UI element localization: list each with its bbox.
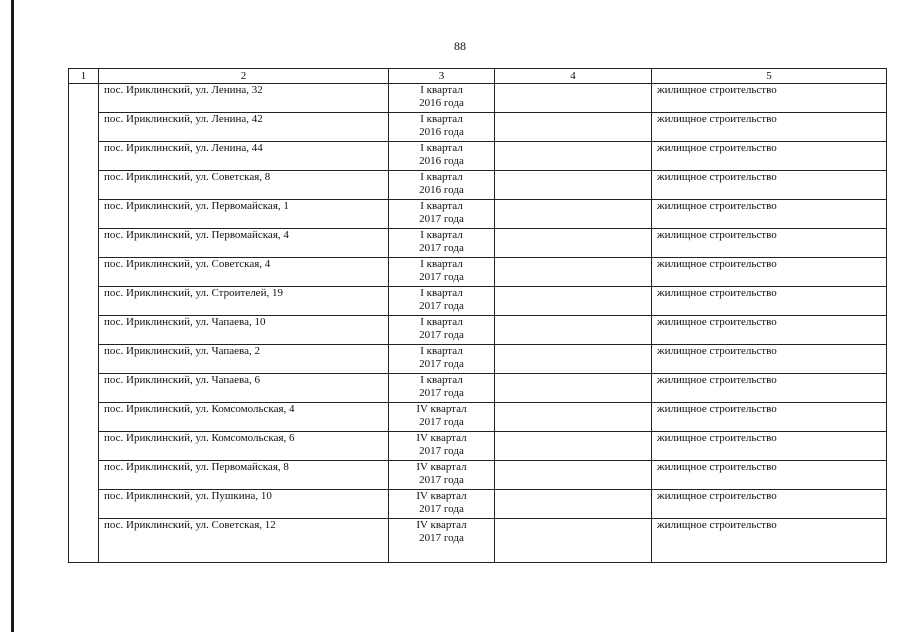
table-row bbox=[69, 374, 887, 403]
scan-border-line bbox=[11, 0, 14, 632]
term-year: 2017 года bbox=[419, 329, 464, 341]
address-cell: пос. Ириклинский, ул. Ленина, 44 bbox=[99, 142, 389, 171]
address-cell: пос. Ириклинский, ул. Пушкина, 10 bbox=[99, 490, 389, 519]
term-year: 2017 года bbox=[419, 532, 464, 544]
term-year: 2017 года bbox=[419, 242, 464, 254]
term-cell bbox=[389, 316, 495, 345]
term-quarter: I квартал bbox=[420, 316, 463, 328]
purpose-cell: жилищное строительство bbox=[652, 171, 887, 200]
term-quarter: IV квартал bbox=[416, 432, 467, 444]
address-cell: пос. Ириклинский, ул. Комсомольская, 4 bbox=[99, 403, 389, 432]
term-quarter: I квартал bbox=[420, 200, 463, 212]
column-4-cell bbox=[495, 519, 652, 563]
term-year: 2016 года bbox=[419, 126, 464, 138]
purpose-cell: жилищное строительство bbox=[652, 461, 887, 490]
purpose-cell: жилищное строительство bbox=[652, 229, 887, 258]
term-quarter: IV квартал bbox=[416, 519, 467, 531]
purpose-cell: жилищное строительство bbox=[652, 432, 887, 461]
column-4-cell bbox=[495, 258, 652, 287]
term-year: 2016 года bbox=[419, 97, 464, 109]
column-header-5: 5 bbox=[652, 69, 887, 84]
term-cell bbox=[389, 113, 495, 142]
term-cell bbox=[389, 171, 495, 200]
purpose-cell: жилищное строительство bbox=[652, 519, 887, 563]
term-cell bbox=[389, 345, 495, 374]
column-4-cell bbox=[495, 461, 652, 490]
row-number-cell bbox=[69, 84, 99, 563]
table-row bbox=[69, 461, 887, 490]
purpose-cell: жилищное строительство bbox=[652, 316, 887, 345]
purpose-cell: жилищное строительство bbox=[652, 403, 887, 432]
table-row bbox=[69, 316, 887, 345]
column-4-cell bbox=[495, 142, 652, 171]
address-cell: пос. Ириклинский, ул. Ленина, 32 bbox=[99, 84, 389, 113]
term-cell bbox=[389, 374, 495, 403]
column-header-2: 2 bbox=[99, 69, 389, 84]
term-year: 2017 года bbox=[419, 358, 464, 370]
column-4-cell bbox=[495, 200, 652, 229]
term-cell bbox=[389, 432, 495, 461]
term-cell bbox=[389, 258, 495, 287]
term-quarter: I квартал bbox=[420, 229, 463, 241]
term-year: 2017 года bbox=[419, 271, 464, 283]
purpose-cell: жилищное строительство bbox=[652, 84, 887, 113]
column-4-cell bbox=[495, 113, 652, 142]
term-quarter: I квартал bbox=[420, 345, 463, 357]
column-4-cell bbox=[495, 432, 652, 461]
column-4-cell bbox=[495, 345, 652, 374]
term-cell bbox=[389, 519, 495, 563]
address-cell: пос. Ириклинский, ул. Первомайская, 1 bbox=[99, 200, 389, 229]
column-4-cell bbox=[495, 287, 652, 316]
term-quarter: I квартал bbox=[420, 84, 463, 96]
table-row bbox=[69, 258, 887, 287]
purpose-cell: жилищное строительство bbox=[652, 200, 887, 229]
term-year: 2016 года bbox=[419, 155, 464, 167]
term-year: 2017 года bbox=[419, 416, 464, 428]
address-cell: пос. Ириклинский, ул. Советская, 4 bbox=[99, 258, 389, 287]
term-year: 2017 года bbox=[419, 300, 464, 312]
purpose-cell: жилищное строительство bbox=[652, 287, 887, 316]
term-cell bbox=[389, 287, 495, 316]
purpose-cell: жилищное строительство bbox=[652, 490, 887, 519]
purpose-cell: жилищное строительство bbox=[652, 113, 887, 142]
table-body bbox=[69, 84, 887, 563]
purpose-cell: жилищное строительство bbox=[652, 258, 887, 287]
term-quarter: IV квартал bbox=[416, 490, 467, 502]
term-cell bbox=[389, 229, 495, 258]
address-cell: пос. Ириклинский, ул. Ленина, 42 bbox=[99, 113, 389, 142]
column-4-cell bbox=[495, 84, 652, 113]
table-header-row bbox=[69, 69, 887, 84]
table-row bbox=[69, 229, 887, 258]
address-cell: пос. Ириклинский, ул. Строителей, 19 bbox=[99, 287, 389, 316]
table-row bbox=[69, 84, 887, 113]
term-cell bbox=[389, 490, 495, 519]
table-row bbox=[69, 287, 887, 316]
purpose-cell: жилищное строительство bbox=[652, 345, 887, 374]
term-quarter: I квартал bbox=[420, 258, 463, 270]
address-cell: пос. Ириклинский, ул. Чапаева, 6 bbox=[99, 374, 389, 403]
term-year: 2017 года bbox=[419, 503, 464, 515]
term-quarter: IV квартал bbox=[416, 403, 467, 415]
term-quarter: I квартал bbox=[420, 374, 463, 386]
page-number: 88 bbox=[454, 39, 466, 53]
table-row bbox=[69, 490, 887, 519]
address-cell: пос. Ириклинский, ул. Комсомольская, 6 bbox=[99, 432, 389, 461]
land-plot-table bbox=[68, 68, 887, 563]
table-row bbox=[69, 432, 887, 461]
term-year: 2016 года bbox=[419, 184, 464, 196]
table-row bbox=[69, 171, 887, 200]
address-cell: пос. Ириклинский, ул. Первомайская, 4 bbox=[99, 229, 389, 258]
term-year: 2017 года bbox=[419, 387, 464, 399]
address-cell: пос. Ириклинский, ул. Советская, 8 bbox=[99, 171, 389, 200]
column-4-cell bbox=[495, 374, 652, 403]
term-quarter: I квартал bbox=[420, 113, 463, 125]
column-header-3: 3 bbox=[389, 69, 495, 84]
table-row bbox=[69, 345, 887, 374]
term-quarter: IV квартал bbox=[416, 461, 467, 473]
term-cell bbox=[389, 403, 495, 432]
term-quarter: I квартал bbox=[420, 287, 463, 299]
term-year: 2017 года bbox=[419, 445, 464, 457]
address-cell: пос. Ириклинский, ул. Чапаева, 2 bbox=[99, 345, 389, 374]
column-4-cell bbox=[495, 490, 652, 519]
table-row bbox=[69, 200, 887, 229]
column-4-cell bbox=[495, 171, 652, 200]
column-header-4: 4 bbox=[495, 69, 652, 84]
column-4-cell bbox=[495, 316, 652, 345]
table-row bbox=[69, 519, 887, 563]
purpose-cell: жилищное строительство bbox=[652, 374, 887, 403]
term-cell bbox=[389, 142, 495, 171]
term-cell bbox=[389, 84, 495, 113]
term-quarter: I квартал bbox=[420, 142, 463, 154]
column-4-cell bbox=[495, 229, 652, 258]
term-quarter: I квартал bbox=[420, 171, 463, 183]
term-cell bbox=[389, 461, 495, 490]
column-header-1: 1 bbox=[69, 69, 99, 84]
term-year: 2017 года bbox=[419, 474, 464, 486]
term-year: 2017 года bbox=[419, 213, 464, 225]
table-row bbox=[69, 142, 887, 171]
address-cell: пос. Ириклинский, ул. Чапаева, 10 bbox=[99, 316, 389, 345]
table-row bbox=[69, 113, 887, 142]
purpose-cell: жилищное строительство bbox=[652, 142, 887, 171]
table-row bbox=[69, 403, 887, 432]
address-cell: пос. Ириклинский, ул. Первомайская, 8 bbox=[99, 461, 389, 490]
term-cell bbox=[389, 200, 495, 229]
address-cell: пос. Ириклинский, ул. Советская, 12 bbox=[99, 519, 389, 563]
column-4-cell bbox=[495, 403, 652, 432]
